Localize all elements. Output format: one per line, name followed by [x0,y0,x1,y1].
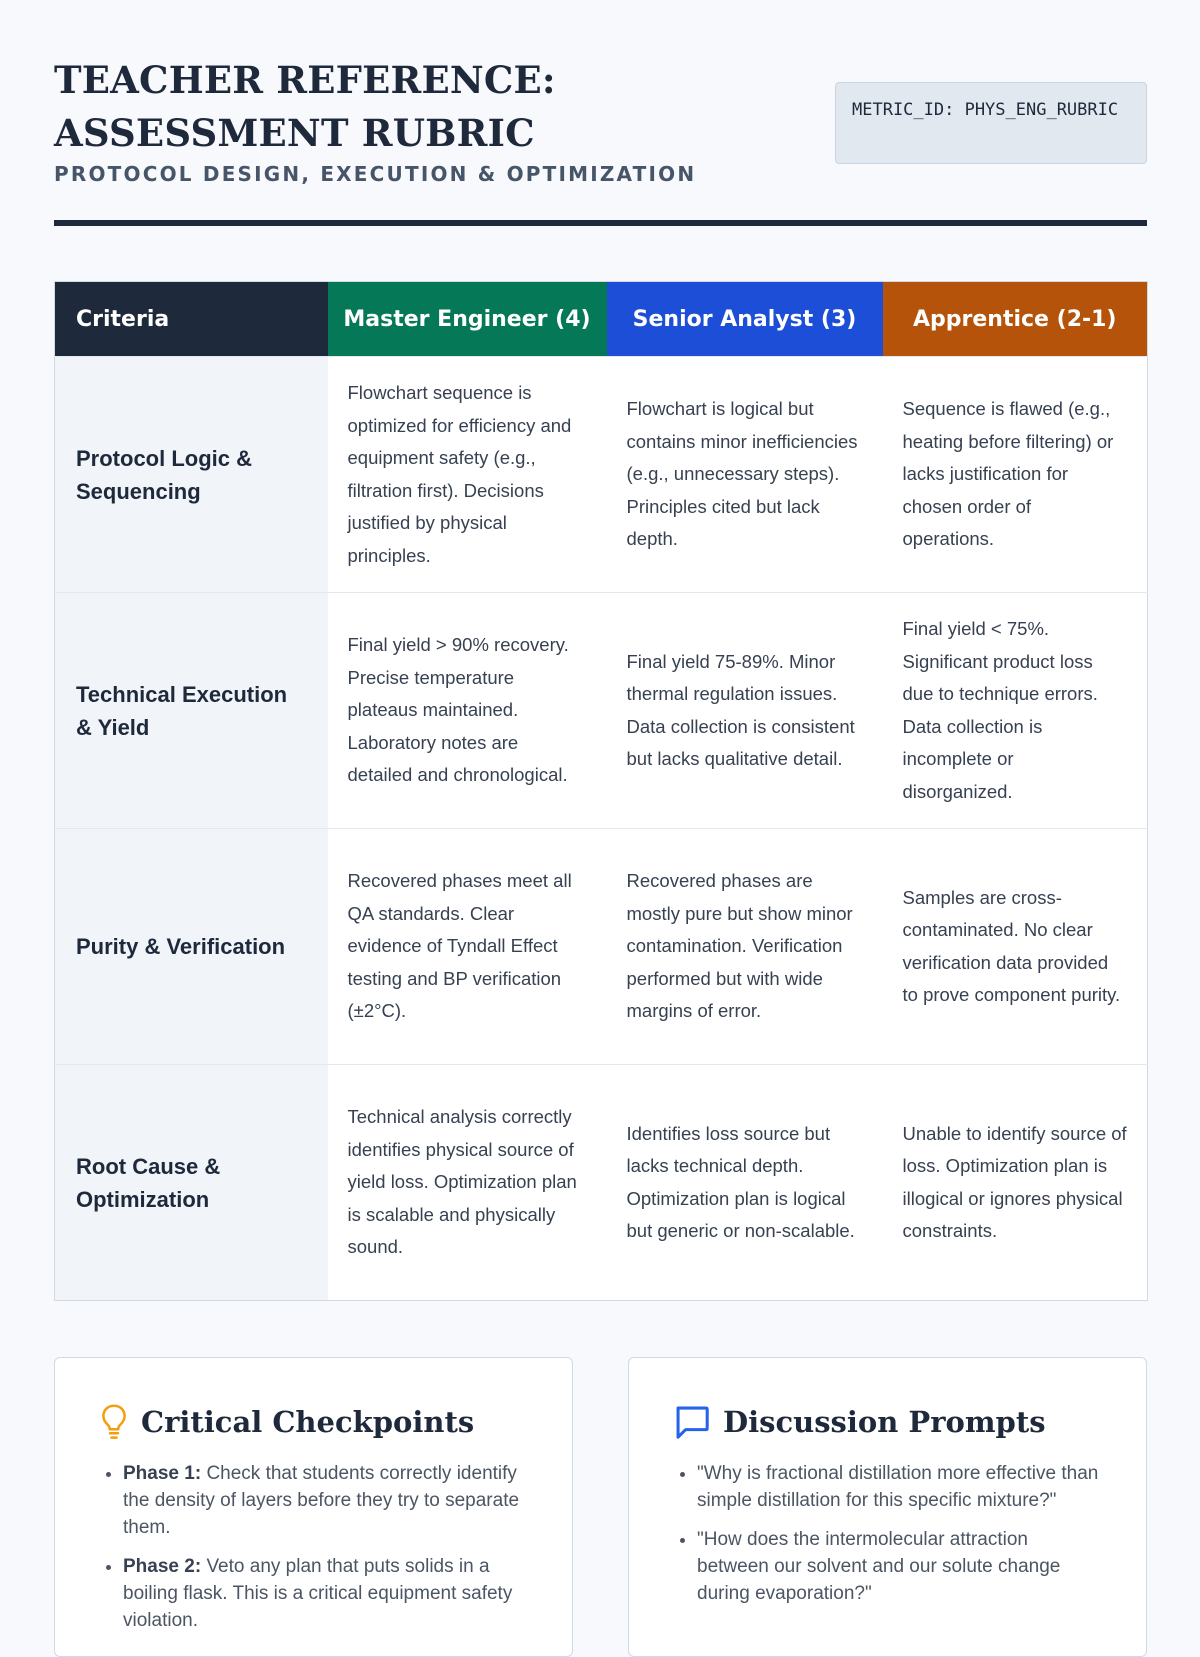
card-header [99,1400,528,1444]
lightbulb-icon [99,1403,129,1441]
table-row [55,593,1148,829]
metric-id-badge: METRIC_ID: PHYS_ENG_RUBRIC [835,82,1147,164]
header-divider [54,220,1147,226]
card-title: Discussion Prompts [723,1405,1046,1439]
header [54,0,1147,230]
phase-label: Phase 2: [123,1556,202,1577]
phase-text: Veto any plan that puts solids in a boiling flask. This is a critical equipment safety violation. [123,1556,513,1631]
master-cell: Flowchart sequence is optimized for efficiency and equipment safety (e.g., filtration first). Decisions justified by physical principles. [328,357,607,593]
chat-bubble-icon [673,1403,711,1441]
card-header [673,1400,1102,1444]
criterion-cell: Purity & Verification [55,829,328,1065]
prompt-list [673,1460,1102,1607]
page [54,0,1147,1631]
header-senior-analyst: Senior Analyst (3) [607,282,883,357]
senior-cell: Flowchart is logical but contains minor inefficiencies (e.g., unnecessary steps). Principles cited but lack depth. [607,357,883,593]
card-title: Critical Checkpoints [141,1405,475,1439]
master-cell: Final yield > 90% recovery. Precise temperature plateaus maintained. Laboratory notes are detailed and chronological. [328,593,607,829]
list-item [123,1460,528,1541]
master-cell: Recovered phases meet all QA standards. Clear evidence of Tyndall Effect testing and BP verification (±2°C). [328,829,607,1065]
page-subtitle: PROTOCOL DESIGN, EXECUTION & OPTIMIZATION [54,162,697,186]
header-master-engineer: Master Engineer (4) [328,282,607,357]
header-criteria: Criteria [55,282,328,357]
phase-label: Phase 1: [123,1463,202,1484]
header-apprentice: Apprentice (2-1) [883,282,1148,357]
phase-text: Check that students correctly identify the density of layers before they try to separate them. [123,1463,520,1538]
table-row [55,357,1148,593]
apprentice-cell: Unable to identify source of loss. Optimization plan is illogical or ignores physical constraints. [883,1065,1148,1301]
senior-cell: Final yield 75-89%. Minor thermal regulation issues. Data collection is consistent but lacks qualitative detail. [607,593,883,829]
page-title: TEACHER REFERENCE: ASSESSMENT RUBRIC [54,58,556,155]
list-item: • "Why is fractional distillation more effective than simple distillation for this specific mixture?" [697,1460,1102,1514]
rubric-header-row [55,282,1148,357]
senior-cell: Recovered phases are mostly pure but show minor contamination. Verification performed but with wide margins of error. [607,829,883,1065]
criterion-cell: Protocol Logic & Sequencing [55,357,328,593]
apprentice-cell: Samples are cross-contaminated. No clear verification data provided to prove component purity. [883,829,1148,1065]
senior-cell: Identifies loss source but lacks technical depth. Optimization plan is logical but generic or non-scalable. [607,1065,883,1301]
criterion-cell: Root Cause & Optimization [55,1065,328,1301]
list-item [123,1553,528,1634]
table-row [55,1065,1148,1301]
critical-checkpoints-card [54,1357,573,1657]
discussion-prompts-card [628,1357,1147,1657]
criterion-cell: Technical Execution & Yield [55,593,328,829]
table-row [55,829,1148,1065]
apprentice-cell: Final yield < 75%. Significant product loss due to technique errors. Data collection is incomplete or disorganized. [883,593,1148,829]
checkpoint-list [99,1460,528,1634]
rubric-table [54,281,1148,1301]
apprentice-cell: Sequence is flawed (e.g., heating before filtering) or lacks justification for chosen order of operations. [883,357,1148,593]
list-item: • "How does the intermolecular attraction between our solvent and our solute change during evaporation?" [697,1526,1102,1607]
master-cell: Technical analysis correctly identifies physical source of yield loss. Optimization plan is scalable and physically sound. [328,1065,607,1301]
